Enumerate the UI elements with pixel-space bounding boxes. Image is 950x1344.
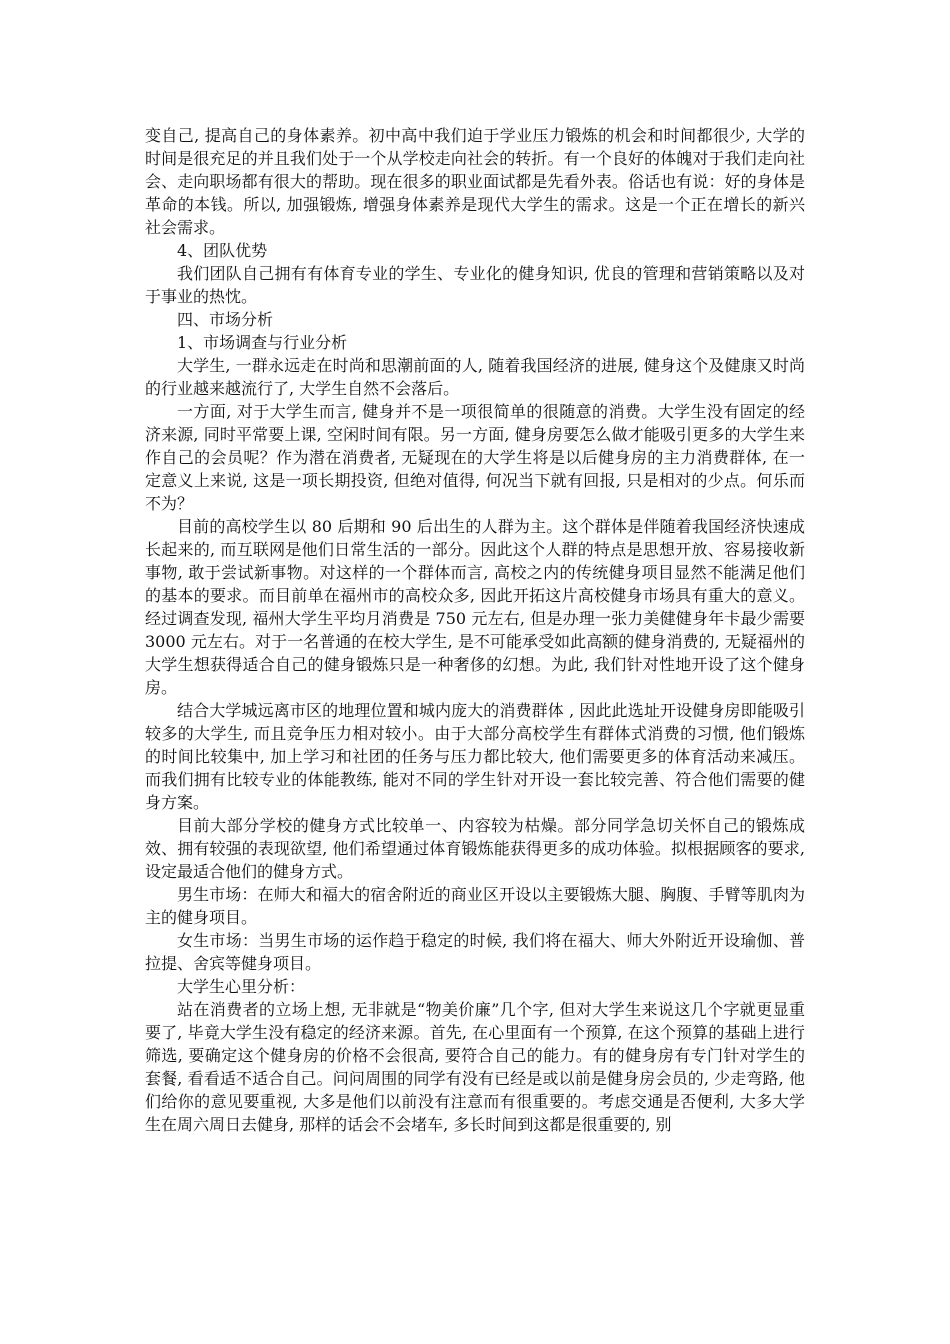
paragraph-current-students: 目前的高校学生以 80 后期和 90 后出生的人群为主。这个群体是伴随着我国经济快速成长起来的, 而互联网是他们日常生活的一部分。因此这个人群的特点是思想开放、容易接收新事物, 敢于尝试新事物。对这样的一个群体而言, 高校之内的传统健身项目显然不能满足他们的基本的要求。而目前单在福州市的高校众多, 因此开拓这片高校健身市场具有重大的意义。经过调查发现, 福州大学生平均月消费是 750 元左右, 但是办理一张力美健健身年卡最少需要 3000 元左右。对于一名普通的在校大学生, 是不可能承受如此高额的健身消费的, 无疑福州的大学生想获得适合自己的健身锻炼只是一种奢侈的幻想。为此, 我们针对性地开设了这个健身房。 <box>145 517 805 697</box>
heading-market-research: 1、市场调查与行业分析 <box>177 333 348 352</box>
paragraph-fitness-methods: 目前大部分学校的健身方式比较单一、内容较为枯燥。部分同学急切关怀自己的锻炼成效、拥有较强的表现欲望, 他们希望通过体育锻炼能获得更多的成功体验。拟根据顾客的要求, 设定最适合他们的健身方式。 <box>145 816 805 881</box>
paragraph-university-town: 结合大学城远离市区的地理位置和城内庞大的消费群体 , 因此此选址开设健身房即能吸引较多的大学生, 而且竞争压力相对较小。由于大部分高校学生有群体式消费的习惯, 他们锻炼的时间比较集中, 加上学习和社团的任务与压力都比较大, 他们需要更多的体育活动来减压。而我们拥有比较专业的体能教练, 能对不同的学生针对开设一套比较完善、符合他们需要的健身方案。 <box>145 701 805 812</box>
paragraph-female-market: 女生市场：当男生市场的运作趋于稳定的时候, 我们将在福大、师大外附近开设瑜伽、普拉提、舍宾等健身项目。 <box>145 931 805 973</box>
paragraph-male-market: 男生市场：在师大和福大的宿舍附近的商业区开设以主要锻炼大腿、胸腹、手臂等肌肉为主的健身项目。 <box>145 885 805 927</box>
document-body <box>145 124 805 1136</box>
heading-student-psychology: 大学生心里分析： <box>177 977 306 996</box>
heading-team-advantage: 4、团队优势 <box>177 241 268 260</box>
paragraph-college-students: 大学生, 一群永远走在时尚和思潮前面的人, 随着我国经济的进展, 健身这个及健康又时尚的行业越来越流行了, 大学生自然不会落后。 <box>145 356 805 398</box>
paragraph-continued-intro: 变自己, 提高自己的身体素养。初中高中我们迫于学业压力锻炼的机会和时间都很少, 大学的时间是很充足的并且我们处于一个从学校走向社会的转折。有一个良好的体魄对于我们走向社会、走向职场都有很大的帮助。现在很多的职业面试都是先看外表。俗话也有说：好的身体是革命的本钱。所以, 加强锻炼, 增强身体素养是现代大学生的需求。这是一个正在增长的新兴社会需求。 <box>145 126 805 237</box>
paragraph-consumer-standpoint: 站在消费者的立场上想, 无非就是“物美价廉”几个字, 但对大学生来说这几个字就更显重要了, 毕竟大学生没有稳定的经济来源。首先, 在心里面有一个预算, 在这个预算的基础上进行筛选, 要确定这个健身房的价格不会很高, 要符合自己的能力。有的健身房有专门针对学生的套餐, 看看适不适合自己。问问周围的同学有没有已经是或以前是健身房会员的, 少走弯路, 他们给你的意见要重视, 大多是他们以前没有注意而有很重要的。考虑交通是否便利, 大多大学生在周六周日去健身, 那样的话会不会堵车, 多长时间到这都是很重要的, 别 <box>145 1000 805 1134</box>
heading-market-analysis: 四、市场分析 <box>177 310 274 329</box>
paragraph-team-advantage: 我们团队自己拥有有体育专业的学生、专业化的健身知识, 优良的管理和营销策略以及对于事业的热忱。 <box>145 264 805 306</box>
paragraph-on-one-hand: 一方面, 对于大学生而言, 健身并不是一项很简单的很随意的消费。大学生没有固定的经济来源, 同时平常要上课, 空闲时间有限。另一方面, 健身房要怎么做才能吸引更多的大学生来作自己的会员呢？作为潜在消费者, 无疑现在的大学生将是以后健身房的主力消费群体, 在一定意义上来说, 这是一项长期投资, 但绝对值得, 何况当下就有回报, 只是相对的少点。何乐而不为？ <box>145 402 805 513</box>
